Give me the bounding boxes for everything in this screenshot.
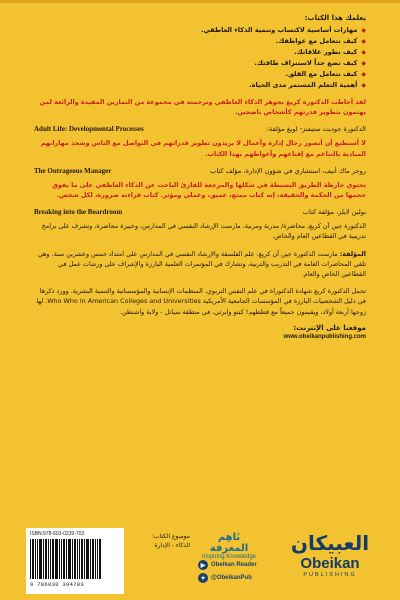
logo-arabic: العبيكان: [290, 531, 370, 555]
subject-info: [130, 532, 190, 550]
twitter-icon: ✦: [198, 573, 208, 583]
author-bio: [34, 249, 366, 280]
subject-value: الذكاء - الإدارة: [154, 542, 190, 549]
obeikan-logo: [282, 530, 378, 592]
reader-app-link[interactable]: ▶ Obeikan Reader: [198, 560, 264, 570]
reader-app-icon: ▶: [198, 560, 208, 570]
credit-name: الدكتورة جوديث ستيفنز- لوبغ مؤلفة:: [266, 125, 366, 134]
tagline-english: Inspiring Knowledge: [201, 554, 257, 560]
knowledge-tagline: [198, 532, 260, 560]
list-item: ◆ كيف تتعامل مع القلق.: [285, 70, 366, 78]
twitter-link[interactable]: ✦ @ObeikanPub: [198, 573, 264, 583]
list-item: ◆ كيف تتعامل مع عواطفك.: [275, 37, 366, 45]
tagline-arabic: نَاهِم المعرفة: [209, 532, 249, 554]
bullet-icon: ◆: [361, 60, 366, 67]
credit-name: روجر ماك أنيف، استشاري في شؤون الإدارة، مؤلف كتاب: [210, 166, 366, 175]
review-quote-2: لا أستطيع أن أتصور رجال إدارة وأعمال لا يريدون تطوير قدراتهم في التواصل مع الناس وشحذ مهاراتهم المبادية بالتناغم مع إقناعهم وأعواطهم بهذا الكتاب.: [40, 139, 366, 158]
author-bio-text: مارست الدكتورة جين آن كريغ، علم الفلسفة والإرشاد النفسي في المدارس على امتداد خمس وعشرين سنة. وهي تلقي المحاضرات العامة في التدريب والتربية، وتشارك في المؤتمرات العلمية البارزة والإشراف على ورشات عمل في القطاعين الخاص والعام.: [37, 249, 366, 279]
social-links: [198, 560, 264, 586]
bullet-icon: ◆: [361, 82, 366, 89]
list-item: ◆ كيف تضع حداً لاستنزاف طاقتك.: [254, 59, 366, 67]
credit-book-title: The Outrageous Manager: [34, 166, 112, 175]
barcode-bars: [30, 539, 120, 579]
bullet-icon: ◆: [361, 71, 366, 78]
review-quote-3: تحتوي خارطة الطريق البسيطة في شكلها والمرجعة للقارئ الباحث عن الذكاء العاطفي على ما يفوق حجمها من الحكمة والحقيقة، إنه كتاب ممتع، عميق، وعملي ومؤثر. كتاب قراءته ضرورة، لكل شخص.: [52, 180, 366, 200]
review-credit-1: [34, 124, 366, 135]
logo-english: Obeikan: [300, 555, 360, 572]
website-label: موقعنا على الإنترنت:: [293, 323, 366, 332]
top-border: [0, 0, 400, 3]
credit-book-title: Adult Life: Developmental Processes: [34, 125, 144, 134]
credit-name: بولين لايلز، مؤلفة كتاب: [302, 208, 366, 217]
intro-heading: يعلمك هذا الكتاب:: [304, 14, 366, 22]
benefits-list: [34, 25, 366, 91]
list-item: ◆ كيف تطور علاقاتك.: [294, 48, 366, 56]
website-link[interactable]: www.obeikanpublishing.com: [283, 333, 366, 340]
bullet-icon: ◆: [361, 38, 366, 45]
barcode: [26, 528, 124, 594]
credit-book-title: Breaking into the Boardroom: [34, 208, 123, 217]
bullet-icon: ◆: [361, 27, 366, 34]
bullet-icon: ◆: [361, 49, 366, 56]
review-quote-1: لقد أحاطت الدكتورة كريغ بجوهر الذكاء العاطفي وترجمته في مجموعة من التمارين المفيدة والرائعة لمن يهتمون بتطوير قدرتهم كأشخاص ناضجين.: [39, 98, 366, 117]
list-item: ◆ أهمية التعلم المستمر مدى الحياة.: [249, 81, 366, 89]
author-summary: الدكتورة جين آن كريغ، محاضرة/ مدربة ومربية، مارست الإرشاد النفسي في المدارس، وخبيرة محاضرة، وتشرف على برامج تدريبية في القطاعين العام والخاص.: [41, 222, 366, 241]
subject-label: موضوع الكتاب:: [151, 533, 190, 540]
cover-footer: [0, 524, 400, 600]
author-label: المؤلفة:: [339, 249, 366, 258]
author-bio-2: تحمل الدكتورة كريغ شهادة الدكتوراة في علم النفس التربوي، المنظمات الإنسانية والمؤسساتية والتنمية البشرية. وورد ذكرها في دليل الشخصيات البارزة في المؤسسات الجامعية الأمريكية Who Who in American Colleges and Universities. لها زوجها أربعة أولاد، ويقيمون جميعاً مع قططهم! كيتو وايرثي، في منطقة سياتل - ولاية واشنطن.: [36, 287, 366, 316]
logo-publishing: PUBLISHING: [303, 572, 357, 578]
list-item: ◆ مهارات أساسية لاكتساب وتنمية الذكاء العاطفي.: [200, 26, 366, 34]
review-credit-3: [34, 207, 366, 218]
isbn-number: 9 786030 394783: [30, 581, 85, 588]
isbn-label: ISBN:978-603-0239-703: [30, 531, 85, 537]
review-credit-2: [34, 166, 366, 177]
